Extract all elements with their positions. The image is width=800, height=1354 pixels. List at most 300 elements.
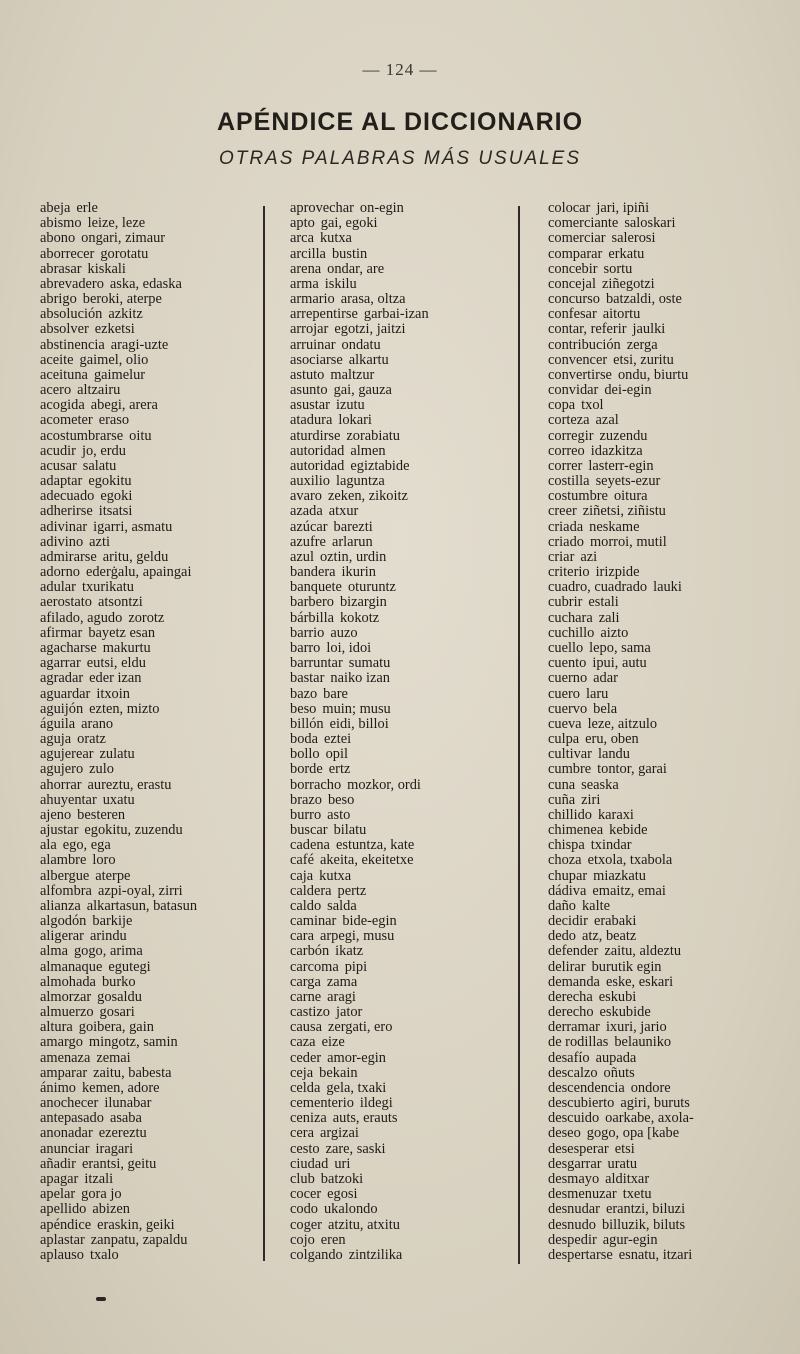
entry-term: desafío — [548, 1049, 590, 1066]
entry-translation: erabaki — [593, 913, 637, 930]
entry-term: caja — [290, 867, 314, 884]
entry-term: costilla — [548, 473, 590, 490]
entry-term: copa — [548, 397, 576, 414]
dictionary-entry — [548, 747, 788, 762]
dictionary-entry — [40, 611, 260, 626]
dictionary-entry — [40, 747, 260, 762]
dictionary-entry — [290, 1142, 510, 1157]
entry-term: cuchara — [548, 609, 593, 626]
entry-translation: uri — [334, 1155, 351, 1172]
entry-translation: etsi, zuritu — [613, 351, 674, 368]
dictionary-entry — [40, 732, 260, 747]
entry-term: carbón — [290, 943, 330, 960]
entry-term: cueva — [548, 715, 582, 732]
entry-translation: zanpatu, zapaldu — [90, 1231, 188, 1248]
entry-term: café — [290, 852, 314, 869]
entry-term: amenaza — [40, 1049, 91, 1066]
dictionary-entry — [548, 1172, 788, 1187]
entry-term: cuña — [548, 791, 576, 808]
dictionary-entry — [290, 914, 510, 929]
entry-translation: txurikatu — [81, 579, 134, 596]
entry-translation: abegi, arera — [90, 397, 158, 414]
dictionary-entry — [40, 762, 260, 777]
entry-translation: mingotz, samin — [88, 1034, 178, 1051]
dictionary-entry — [40, 580, 260, 595]
dictionary-entry — [40, 914, 260, 929]
entry-translation: kemen, adore — [81, 1079, 160, 1096]
entry-term: criterio — [548, 564, 590, 581]
dictionary-entry — [290, 292, 510, 307]
entry-translation: lasterr-egin — [588, 457, 654, 474]
entry-term: colgando — [290, 1246, 343, 1263]
entry-translation: eske, eskari — [605, 973, 674, 990]
entry-term: barrio — [290, 624, 325, 641]
entry-term: arrepentirse — [290, 306, 358, 323]
entry-term: corteza — [548, 412, 590, 429]
column-divider — [518, 206, 520, 1264]
entry-term: cocer — [290, 1186, 322, 1203]
entry-translation: asaba — [109, 1110, 142, 1127]
entry-translation: etxola, txabola — [587, 852, 673, 869]
dictionary-entry — [290, 474, 510, 489]
entry-translation: bide-egin — [342, 913, 397, 930]
dictionary-entry — [40, 595, 260, 610]
entry-term: cara — [290, 928, 314, 945]
dictionary-entry — [40, 520, 260, 535]
entry-term: criada — [548, 518, 584, 535]
dictionary-entry — [548, 307, 788, 322]
entry-translation: egutegi — [108, 958, 151, 975]
entry-term: anochecer — [40, 1095, 99, 1112]
entry-translation: arindu — [89, 928, 127, 945]
entry-translation: oztin, urdin — [319, 548, 387, 565]
dictionary-entry — [40, 884, 260, 899]
entry-term: cuento — [548, 655, 587, 672]
dictionary-entry — [40, 793, 260, 808]
dictionary-entry — [40, 1096, 260, 1111]
entry-term: cuello — [548, 639, 584, 656]
entry-term: delirar — [548, 958, 586, 975]
dictionary-entry — [290, 429, 510, 444]
entry-term: desesperar — [548, 1140, 609, 1157]
dictionary-entry — [290, 247, 510, 262]
entry-term: caldera — [290, 882, 332, 899]
dictionary-entry — [40, 535, 260, 550]
entry-translation: muin; musu — [322, 700, 391, 717]
entry-translation: ziñegotzi — [601, 275, 655, 292]
entry-term: derramar — [548, 1019, 600, 1036]
dictionary-entry — [290, 338, 510, 353]
entry-translation: aterpe — [95, 867, 131, 884]
entry-translation: sortu — [603, 260, 633, 277]
entry-translation: txetu — [622, 1186, 652, 1203]
entry-term: ceja — [290, 1064, 314, 1081]
entry-translation: goibera, gain — [78, 1019, 154, 1036]
dictionary-entry — [548, 717, 788, 732]
entry-term: agacharse — [40, 639, 97, 656]
dictionary-entry — [40, 216, 260, 231]
entry-translation: zergati, ero — [327, 1019, 393, 1036]
entry-term: causa — [290, 1019, 322, 1036]
dictionary-entry — [548, 474, 788, 489]
entry-translation: zulo — [89, 761, 114, 778]
entry-term: agradar — [40, 670, 84, 687]
entry-translation: leize, leze — [87, 215, 146, 232]
dictionary-entry — [290, 732, 510, 747]
dictionary-entry — [40, 292, 260, 307]
entry-translation: txalo — [89, 1246, 119, 1263]
entry-term: cuadro, cuadrado — [548, 579, 648, 596]
dictionary-entry — [548, 1081, 788, 1096]
entry-term: ajustar — [40, 822, 79, 839]
entry-term: azúcar — [290, 518, 328, 535]
dictionary-entry — [548, 960, 788, 975]
dictionary-entry — [290, 231, 510, 246]
entry-translation: idazkitza — [590, 442, 643, 459]
dictionary-entry — [40, 1202, 260, 1217]
entry-term: convertirse — [548, 366, 612, 383]
entry-translation: zemai — [96, 1049, 131, 1066]
dictionary-entry — [290, 322, 510, 337]
entry-term: arca — [290, 230, 314, 247]
entry-translation: itzali — [84, 1171, 114, 1187]
entry-term: barro — [290, 639, 321, 656]
entry-term: cuerno — [548, 670, 588, 687]
entry-term: cuchillo — [548, 624, 595, 641]
dictionary-entry — [548, 535, 788, 550]
entry-translation: karaxi — [597, 806, 634, 823]
entry-term: alianza — [40, 897, 81, 914]
dictionary-entry — [40, 1035, 260, 1050]
dictionary-entry — [40, 1172, 260, 1187]
dictionary-entry — [548, 1066, 788, 1081]
dictionary-entry — [548, 262, 788, 277]
entry-translation: itsatsi — [98, 503, 133, 520]
entry-translation: garbai-izan — [363, 306, 429, 323]
entry-translation: egotzi, jaitzi — [334, 321, 406, 338]
dictionary-entry — [40, 869, 260, 884]
entry-translation: bayetz esan — [88, 624, 156, 641]
dictionary-entry — [548, 520, 788, 535]
entry-term: chupar — [548, 867, 588, 884]
dictionary-entry — [290, 1096, 510, 1111]
entry-translation: ikatz — [335, 943, 364, 960]
dictionary-entry — [290, 990, 510, 1005]
entry-term: asociarse — [290, 351, 343, 368]
dictionary-entry — [40, 262, 260, 277]
entry-term: atadura — [290, 412, 333, 429]
dictionary-entry — [548, 1051, 788, 1066]
entry-translation: ondu, biurtu — [617, 366, 689, 383]
dictionary-entry — [290, 702, 510, 717]
entry-term: celda — [290, 1079, 321, 1096]
dictionary-entry — [40, 1051, 260, 1066]
entry-term: afirmar — [40, 624, 83, 641]
dictionary-entry — [548, 1202, 788, 1217]
entry-term: agujerear — [40, 746, 94, 763]
dictionary-entry — [40, 565, 260, 580]
page-subtitle: OTRAS PALABRAS MÁS USUALES — [218, 148, 582, 169]
dictionary-entry — [40, 929, 260, 944]
dictionary-entry — [290, 1035, 510, 1050]
entry-translation: azal — [595, 412, 619, 429]
dictionary-entry — [548, 899, 788, 914]
entry-term: ceder — [290, 1049, 322, 1066]
entry-translation: emaitz, emai — [592, 882, 666, 899]
entry-term: aplastar — [40, 1231, 85, 1248]
dictionary-entry — [290, 1051, 510, 1066]
entry-translation: oitu — [129, 427, 152, 444]
entry-term: bastar — [290, 670, 325, 687]
entry-term: de rodillas — [548, 1034, 609, 1051]
entry-term: adherirse — [40, 503, 93, 520]
entry-term: concejal — [548, 275, 596, 292]
dictionary-entry — [290, 368, 510, 383]
entry-translation: atzitu, atxitu — [327, 1216, 400, 1233]
dictionary-entry — [40, 1233, 260, 1248]
entry-term: concurso — [548, 291, 600, 308]
dictionary-entry — [548, 216, 788, 231]
entry-term: abrevadero — [40, 275, 104, 292]
dictionary-entry — [548, 641, 788, 656]
entry-term: acometer — [40, 412, 93, 429]
dictionary-entry — [548, 201, 788, 216]
dictionary-entry — [290, 611, 510, 626]
entry-term: azada — [290, 503, 323, 520]
entry-term: abono — [40, 230, 76, 247]
entry-term: colocar — [548, 200, 591, 216]
entry-translation: gai, gauza — [333, 382, 392, 399]
entry-term: adorno — [40, 564, 80, 581]
dictionary-entry — [290, 1187, 510, 1202]
dictionary-entry — [40, 1187, 260, 1202]
entry-term: auxilio — [290, 473, 330, 490]
entry-translation: esnatu, itzari — [618, 1246, 693, 1263]
entry-translation: auzo — [330, 624, 358, 641]
entry-translation: seaska — [581, 776, 619, 793]
entry-term: cuero — [548, 685, 580, 702]
entry-term: correo — [548, 442, 585, 459]
dictionary-entry — [548, 459, 788, 474]
entry-translation: eidi, billoi — [329, 715, 389, 732]
entry-translation: lepo, sama — [589, 639, 651, 656]
dictionary-entry — [40, 899, 260, 914]
entry-translation: atsontzi — [97, 594, 143, 611]
entry-term: acusar — [40, 457, 77, 474]
dictionary-entry — [548, 869, 788, 884]
entry-term: amparar — [40, 1064, 88, 1081]
entry-term: alma — [40, 943, 68, 960]
entry-term: aguijón — [40, 700, 84, 717]
dictionary-entry — [290, 1066, 510, 1081]
entry-translation: oturuntz — [347, 579, 396, 596]
entry-translation: aritu, geldu — [102, 548, 169, 565]
entries-column-2 — [290, 201, 510, 1263]
entry-term: desgarrar — [548, 1155, 602, 1172]
dictionary-entry — [290, 1157, 510, 1172]
entry-translation: zerga — [626, 336, 658, 353]
entry-translation: egiztabide — [350, 457, 410, 474]
entry-term: cojo — [290, 1231, 315, 1248]
entry-term: azufre — [290, 533, 326, 550]
entry-term: convencer — [548, 351, 608, 368]
dictionary-entry — [548, 489, 788, 504]
entry-translation: aska, edaska — [109, 275, 182, 292]
entry-term: billón — [290, 715, 324, 732]
dictionary-entry — [40, 1142, 260, 1157]
entry-translation: loro — [92, 852, 116, 869]
entry-translation: leze, aitzulo — [587, 715, 658, 732]
dictionary-entry — [290, 216, 510, 231]
entry-translation: kutxa — [319, 230, 352, 247]
entry-translation: gela, txaki — [326, 1079, 387, 1096]
entry-translation: bekain — [319, 1064, 358, 1081]
entry-translation: eztei — [323, 731, 352, 748]
dictionary-entry — [40, 1157, 260, 1172]
dictionary-entry — [40, 413, 260, 428]
dictionary-entry — [40, 1066, 260, 1081]
entry-term: desnudo — [548, 1216, 596, 1233]
entry-term: ánimo — [40, 1079, 76, 1096]
dictionary-entry — [40, 960, 260, 975]
entry-translation: zaitu, babesta — [93, 1064, 172, 1081]
entry-translation: belauniko — [614, 1034, 672, 1051]
dictionary-entry — [548, 398, 788, 413]
entry-term: aceite — [40, 351, 74, 368]
entry-translation: ezten, mizto — [89, 700, 160, 717]
dictionary-entry — [40, 626, 260, 641]
entry-translation: amor-egin — [327, 1049, 387, 1066]
entry-translation: kiskali — [87, 260, 126, 277]
dictionary-entry — [40, 656, 260, 671]
dictionary-entry — [290, 550, 510, 565]
entry-term: criado — [548, 533, 584, 550]
entry-term: bandera — [290, 564, 336, 581]
dictionary-entry — [40, 231, 260, 246]
entry-translation: auts, erauts — [332, 1110, 398, 1127]
entry-term: asunto — [290, 382, 328, 399]
entry-translation: billuzik, biluts — [601, 1216, 686, 1233]
dictionary-entry — [290, 1233, 510, 1248]
dictionary-entry — [290, 899, 510, 914]
entry-translation: beroki, aterpe — [82, 291, 162, 308]
entry-translation: ego, ega — [62, 837, 111, 854]
dictionary-entry — [548, 702, 788, 717]
entry-translation: erkatu — [608, 245, 645, 262]
entry-translation: gogo, opa [kabe — [586, 1125, 680, 1142]
entry-translation: laru — [585, 685, 609, 702]
entry-translation: arano — [81, 715, 114, 732]
entry-term: cuervo — [548, 700, 588, 717]
dictionary-entry — [40, 641, 260, 656]
entry-translation: bustin — [331, 245, 368, 262]
dictionary-entry — [290, 762, 510, 777]
entry-term: desmayo — [548, 1171, 600, 1187]
entry-term: almuerzo — [40, 1004, 94, 1021]
entry-term: contar, referir — [548, 321, 627, 338]
dictionary-entry — [548, 990, 788, 1005]
dictionary-entry — [548, 762, 788, 777]
ink-mark — [96, 1297, 106, 1301]
entry-translation: estuntza, kate — [335, 837, 415, 854]
dictionary-entry — [40, 808, 260, 823]
entry-term: barbero — [290, 594, 334, 611]
dictionary-entry — [40, 838, 260, 853]
dictionary-entry — [290, 353, 510, 368]
dictionary-entry — [290, 1172, 510, 1187]
entry-term: absolución — [40, 306, 103, 323]
dictionary-entry — [548, 1218, 788, 1233]
entry-translation: barkije — [92, 913, 133, 930]
entry-translation: eder izan — [89, 670, 142, 687]
entry-term: arcilla — [290, 245, 326, 262]
entry-term: buscar — [290, 822, 328, 839]
dictionary-entry — [40, 550, 260, 565]
entry-term: cadena — [290, 837, 330, 854]
entry-term: concebir — [548, 260, 598, 277]
dictionary-entry — [548, 322, 788, 337]
entry-translation: agur-egin — [602, 1231, 658, 1248]
dictionary-entry — [290, 1218, 510, 1233]
entry-translation: lokari — [338, 412, 372, 429]
entry-translation: izutu — [335, 397, 365, 414]
entry-translation: gogo, arima — [73, 943, 143, 960]
entry-translation: ziñetsi, ziñistu — [582, 503, 666, 520]
entry-term: adecuado — [40, 488, 95, 505]
entry-term: ajeno — [40, 806, 72, 823]
dictionary-entry — [548, 1187, 788, 1202]
dictionary-entry — [548, 368, 788, 383]
entry-term: coger — [290, 1216, 322, 1233]
dictionary-entry — [290, 383, 510, 398]
entry-term: descuido — [548, 1110, 600, 1127]
entry-translation: sumatu — [348, 655, 391, 672]
entry-translation: eize — [321, 1034, 345, 1051]
entry-term: cultivar — [548, 746, 592, 763]
dictionary-entry — [40, 990, 260, 1005]
entry-term: acero — [40, 382, 72, 399]
entry-term: beso — [290, 700, 317, 717]
entry-term: azul — [290, 548, 314, 565]
entry-translation: iskilu — [324, 275, 357, 292]
entry-term: aerostato — [40, 594, 92, 611]
dictionary-entry — [290, 687, 510, 702]
entry-term: altura — [40, 1019, 73, 1036]
entry-translation: zulatu — [99, 746, 135, 763]
entry-translation: ikurin — [341, 564, 376, 581]
dictionary-entry — [548, 793, 788, 808]
dictionary-entry — [548, 1096, 788, 1111]
entry-translation: opil — [325, 746, 348, 763]
dictionary-entry — [290, 975, 510, 990]
entry-translation: jaulki — [632, 321, 666, 338]
dictionary-entry — [290, 808, 510, 823]
entry-translation: morroi, mutil — [589, 533, 667, 550]
entry-term: aprovechar — [290, 200, 354, 216]
entry-translation: ixuri, jario — [605, 1019, 667, 1036]
dictionary-entry — [548, 1111, 788, 1126]
entry-translation: zeken, zikoitz — [327, 488, 408, 505]
dictionary-entry — [40, 687, 260, 702]
entry-term: comerciar — [548, 230, 606, 247]
entry-term: castizo — [290, 1004, 330, 1021]
entry-translation: pipi — [344, 958, 368, 975]
entry-term: chispa — [548, 837, 585, 854]
entry-translation: egokitu, zuzendu — [84, 822, 183, 839]
entry-term: afilado, agudo — [40, 609, 123, 626]
entry-term: caldo — [290, 897, 322, 914]
dictionary-entry — [548, 1020, 788, 1035]
